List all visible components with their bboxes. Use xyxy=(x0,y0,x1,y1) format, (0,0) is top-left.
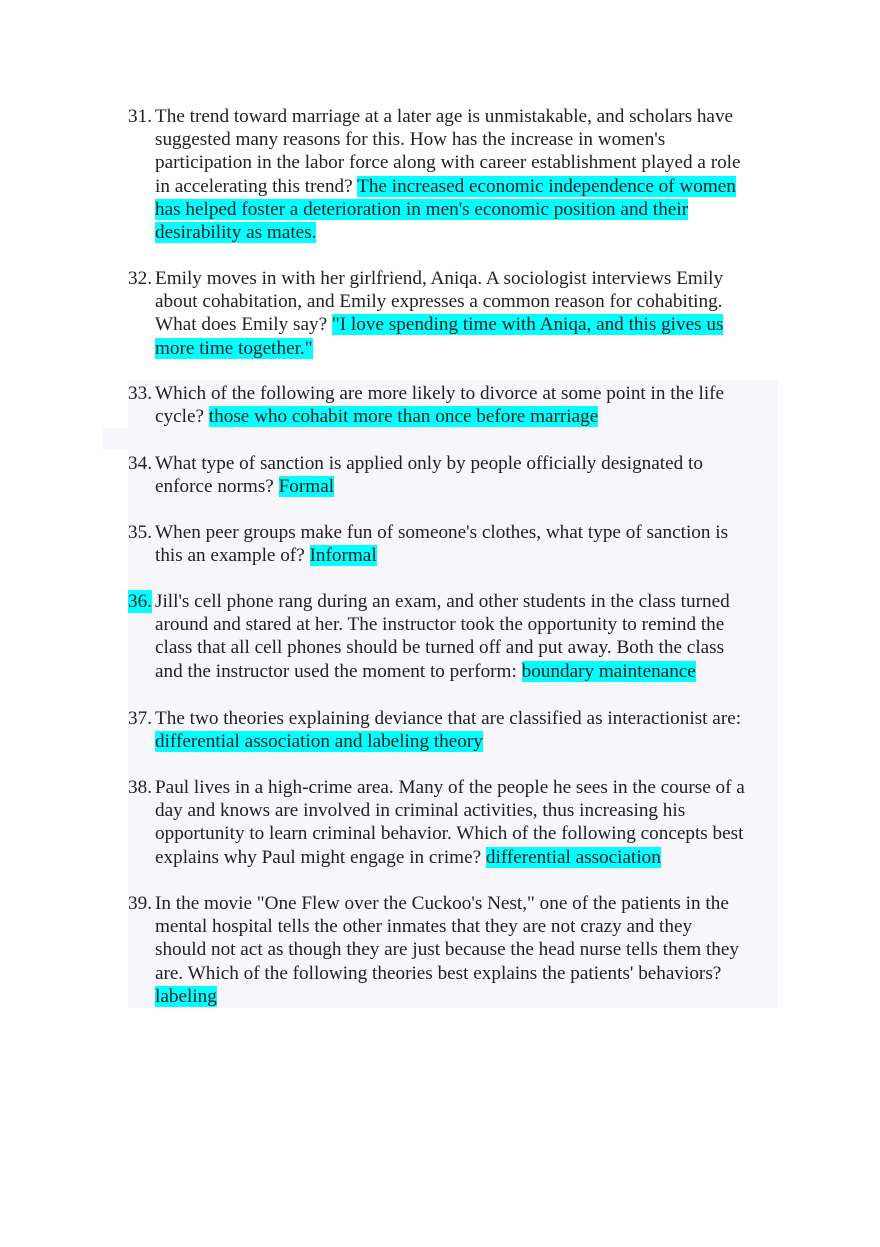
question-line xyxy=(155,938,739,961)
highlighted-answer: labeling xyxy=(155,985,217,1007)
question-line xyxy=(155,776,745,799)
question-text: What type of sanction is applied only by people officially designated to xyxy=(155,453,703,474)
question-text: explains why Paul might engage in crime? xyxy=(155,846,486,868)
shaded-region-notch xyxy=(103,428,133,450)
question-line xyxy=(155,452,703,475)
question-line xyxy=(155,962,721,985)
highlighted-answer: Informal xyxy=(309,545,377,567)
question-line xyxy=(155,382,724,405)
question-number: 39. xyxy=(128,893,152,914)
question-number: 32. xyxy=(128,268,152,289)
question-number: 34. xyxy=(128,453,152,474)
question-line xyxy=(155,799,685,822)
question-text: Jill's cell phone rang during an exam, and other students in the class turned xyxy=(155,591,730,612)
question-text: opportunity to learn criminal behavior. Which of the following concepts best xyxy=(155,823,744,845)
question-text: What does Emily say? xyxy=(155,314,332,336)
highlighted-answer: more time together." xyxy=(155,337,313,359)
question-line xyxy=(155,636,724,659)
question-number: 38. xyxy=(128,777,152,798)
question-text: mental hospital tells the other inmates that they are not crazy and they xyxy=(155,916,693,938)
question-line xyxy=(155,521,728,544)
question-line xyxy=(155,846,661,869)
question-line xyxy=(155,660,696,683)
question-text: around and stared at her. The instructor took the opportunity to remind the xyxy=(155,614,725,636)
highlighted-answer: Formal xyxy=(278,476,335,498)
question-line xyxy=(155,915,692,938)
highlighted-answer: differential association xyxy=(485,846,661,868)
question-text: suggested many reasons for this. How has the increase in women's xyxy=(155,129,666,151)
highlighted-answer: desirability as mates. xyxy=(155,222,317,243)
question-number: 36. xyxy=(128,591,152,612)
question-line xyxy=(155,613,724,636)
question-line xyxy=(155,221,316,244)
question-text: this an example of? xyxy=(155,545,310,567)
highlighted-answer: has helped foster a deterioration in men's economic position and their xyxy=(155,198,689,220)
highlighted-answer: boundary maintenance xyxy=(521,660,696,682)
highlighted-answer: those who cohabit more than once before marriage xyxy=(208,406,599,428)
question-text: should not act as though they are just because the head nurse tells them they xyxy=(155,939,739,961)
question-text: The two theories explaining deviance that are classified as interactionist are: xyxy=(155,708,742,729)
question-number: 35. xyxy=(128,522,152,543)
highlighted-answer: "I love spending time with Aniqa, and this gives us xyxy=(331,314,724,336)
question-text: about cohabitation, and Emily expresses a common reason for cohabiting. xyxy=(155,291,723,313)
question-text: class that all cell phones should be turned off and put away. Both the class xyxy=(155,637,725,659)
question-line xyxy=(155,151,741,174)
question-line xyxy=(155,590,730,613)
highlighted-answer: differential association and labeling theory xyxy=(155,731,483,753)
question-text: When peer groups make fun of someone's clothes, what type of sanction is xyxy=(155,522,729,543)
question-text: In the movie "One Flew over the Cuckoo's Nest," one of the patients in the xyxy=(155,893,729,914)
question-line xyxy=(155,544,377,567)
question-text: day and knows are involved in criminal activities, thus increasing his xyxy=(155,800,686,822)
question-number: 33. xyxy=(128,383,152,404)
highlighted-answer: The increased economic independence of women xyxy=(357,175,736,197)
question-text: Emily moves in with her girlfriend, Aniqa. A sociologist interviews Emily xyxy=(155,268,724,289)
question-text: in accelerating this trend? xyxy=(155,175,358,197)
question-text: and the instructor used the moment to perform: xyxy=(155,660,522,682)
question-text: cycle? xyxy=(155,406,209,428)
question-text: participation in the labor force along with career establishment played a role xyxy=(155,152,741,174)
question-line xyxy=(155,267,723,290)
question-text: The trend toward marriage at a later age is unmistakable, and scholars have xyxy=(155,106,734,127)
question-line xyxy=(155,290,722,313)
question-line xyxy=(155,198,688,221)
question-line xyxy=(155,337,313,360)
question-line xyxy=(155,730,483,753)
question-line xyxy=(155,105,733,128)
question-text: Paul lives in a high-crime area. Many of the people he sees in the course of a xyxy=(155,777,745,798)
question-line xyxy=(155,128,665,151)
question-text: are. Which of the following theories best explains the patients' behaviors? xyxy=(155,962,722,984)
question-line xyxy=(155,892,729,915)
question-line xyxy=(155,405,598,428)
question-line xyxy=(155,822,743,845)
question-line xyxy=(155,707,741,730)
question-line xyxy=(155,475,334,498)
question-number: 31. xyxy=(128,106,152,127)
question-line xyxy=(155,175,736,198)
question-line xyxy=(155,985,217,1008)
question-text: enforce norms? xyxy=(155,476,279,498)
question-text: Which of the following are more likely to divorce at some point in the life xyxy=(155,383,725,404)
question-number: 37. xyxy=(128,708,152,729)
question-line xyxy=(155,313,723,336)
